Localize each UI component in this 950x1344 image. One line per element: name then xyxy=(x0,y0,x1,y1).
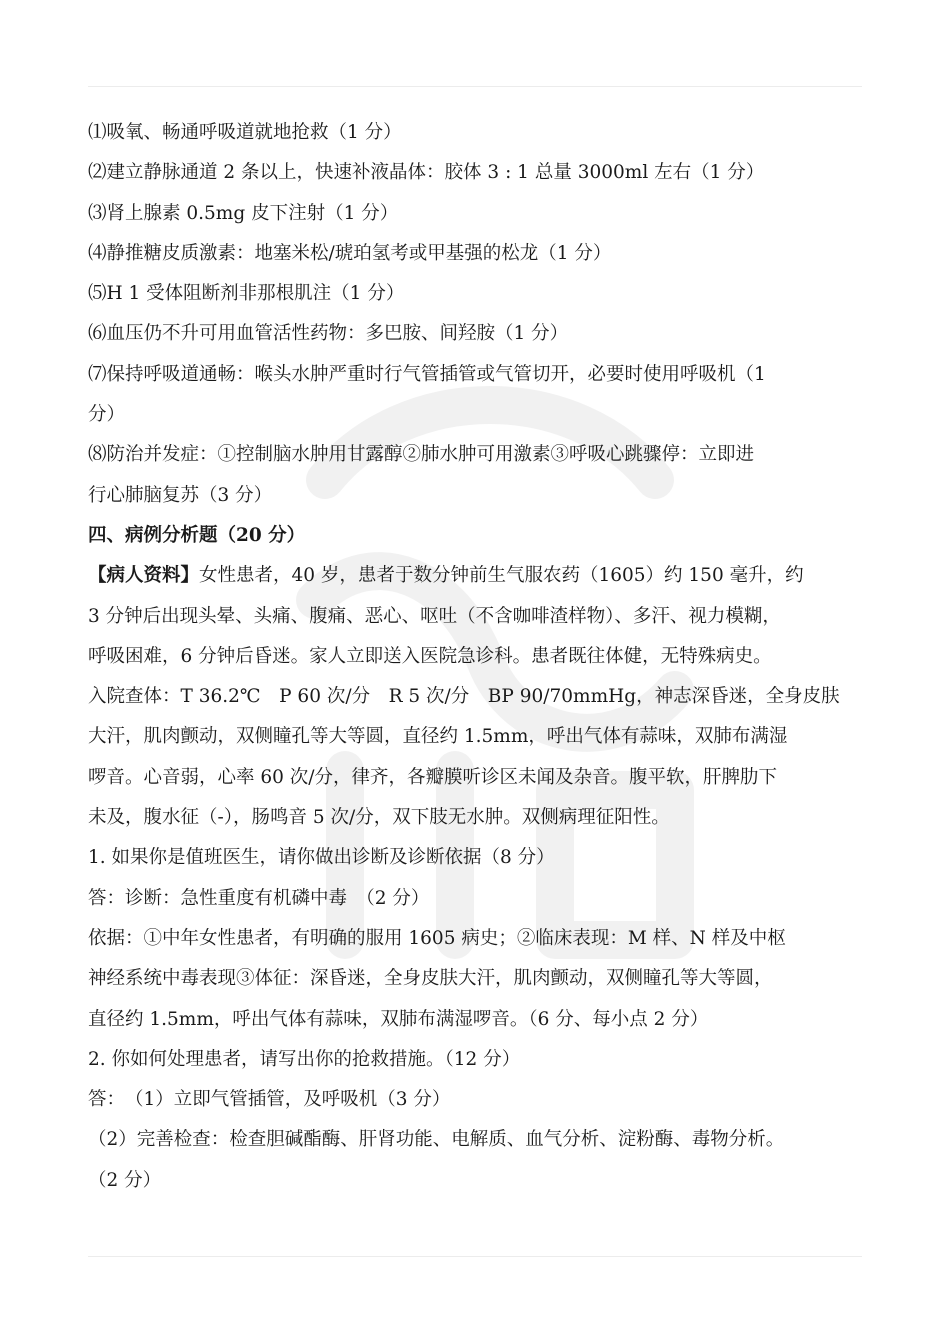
header-rule xyxy=(88,86,862,87)
text-line: 大汗，肌肉颤动，双侧瞳孔等大等圆，直径约 1.5mm，呼出气体有蒜味，双肺布满湿 xyxy=(88,726,788,748)
text-line: 答： （1）立即气管插管，及呼吸机（3 分） xyxy=(88,1089,451,1111)
text-line: ⑵建立静脉通道 2 条以上，快速补液晶体：胶体 3 : 1 总量 3000ml 左右（1 分） xyxy=(88,162,765,184)
text-line: 依据：①中年女性患者，有明确的服用 1605 病史；②临床表现：M 样、N 样及中枢 xyxy=(88,927,786,949)
text-line xyxy=(88,556,878,596)
text-line: ⑻防治并发症：①控制脑水肿用甘露醇②肺水肿可用激素③呼吸心跳骤停：立即进 xyxy=(88,444,755,466)
text-line: 呼吸困难，6 分钟后昏迷。家人立即送入医院急诊科。患者既往体健，无特殊病史。 xyxy=(88,645,772,667)
text-line: 分） xyxy=(88,404,126,426)
text-line: 行心肺脑复苏（3 分） xyxy=(88,484,273,506)
text-line: 直径约 1.5mm，呼出气体有蒜味，双肺布满湿啰音。（6 分、每小点 2 分） xyxy=(88,1008,709,1030)
text-line: 3 分钟后出现头晕、头痛、腹痛、恶心、呕吐（不含咖啡渣样物）、多汗、视力模糊， xyxy=(88,605,781,627)
text-line: 入院查体：T 36.2℃ P 60 次/分 R 5 次/分 BP 90/70mmHg，神志深昏迷，全身皮肤 xyxy=(88,686,840,708)
patient-info-label: 【病人资料】 xyxy=(88,565,200,587)
text-line: 答：诊断：急性重度有机磷中毒 （2 分） xyxy=(88,887,430,909)
section-heading: 四、病例分析题（20 分） xyxy=(88,524,306,546)
text-line: ⑶肾上腺素 0.5mg 皮下注射（1 分） xyxy=(88,202,399,224)
text-line: ⑸H 1 受体阻断剂非那根肌注（1 分） xyxy=(88,283,405,305)
text-line: （2）完善检查：检查胆碱酯酶、肝肾功能、电解质、血气分析、淀粉酶、毒物分析。 xyxy=(88,1129,785,1151)
text-line: ⑷静推糖皮质激素：地塞米松/琥珀氢考或甲基强的松龙（1 分） xyxy=(88,242,612,264)
document-body xyxy=(88,113,878,1201)
text-line: 1. 如果你是值班医生，请你做出诊断及诊断依据（8 分） xyxy=(88,847,555,869)
text-line: ⑺保持呼吸道通畅：喉头水肿严重时行气管插管或气管切开，必要时使用呼吸机（1 xyxy=(88,363,766,385)
text-line: 神经系统中毒表现③体征：深昏迷，全身皮肤大汗，肌肉颤动，双侧瞳孔等大等圆， xyxy=(88,968,773,990)
text-line: 2. 你如何处理患者，请写出你的抢救措施。（12 分） xyxy=(88,1048,521,1070)
text-line: 未及，腹水征（-），肠鸣音 5 次/分，双下肢无水肿。双侧病理征阳性。 xyxy=(88,807,670,829)
text-line: ⑴吸氧、畅通呼吸道就地抢救（1 分） xyxy=(88,122,402,143)
text-line: 啰音。心音弱，心率 60 次/分，律齐，各瓣膜听诊区未闻及杂音。腹平软，肝脾肋下 xyxy=(88,766,778,788)
footer-rule xyxy=(88,1256,862,1257)
text-line: ⑹血压仍不升可用血管活性药物：多巴胺、间羟胺（1 分） xyxy=(88,323,569,345)
text-line: （2 分） xyxy=(88,1169,162,1191)
text-line-content: 女性患者，40 岁，患者于数分钟前生气服农药（1605）约 150 毫升，约 xyxy=(199,565,804,587)
